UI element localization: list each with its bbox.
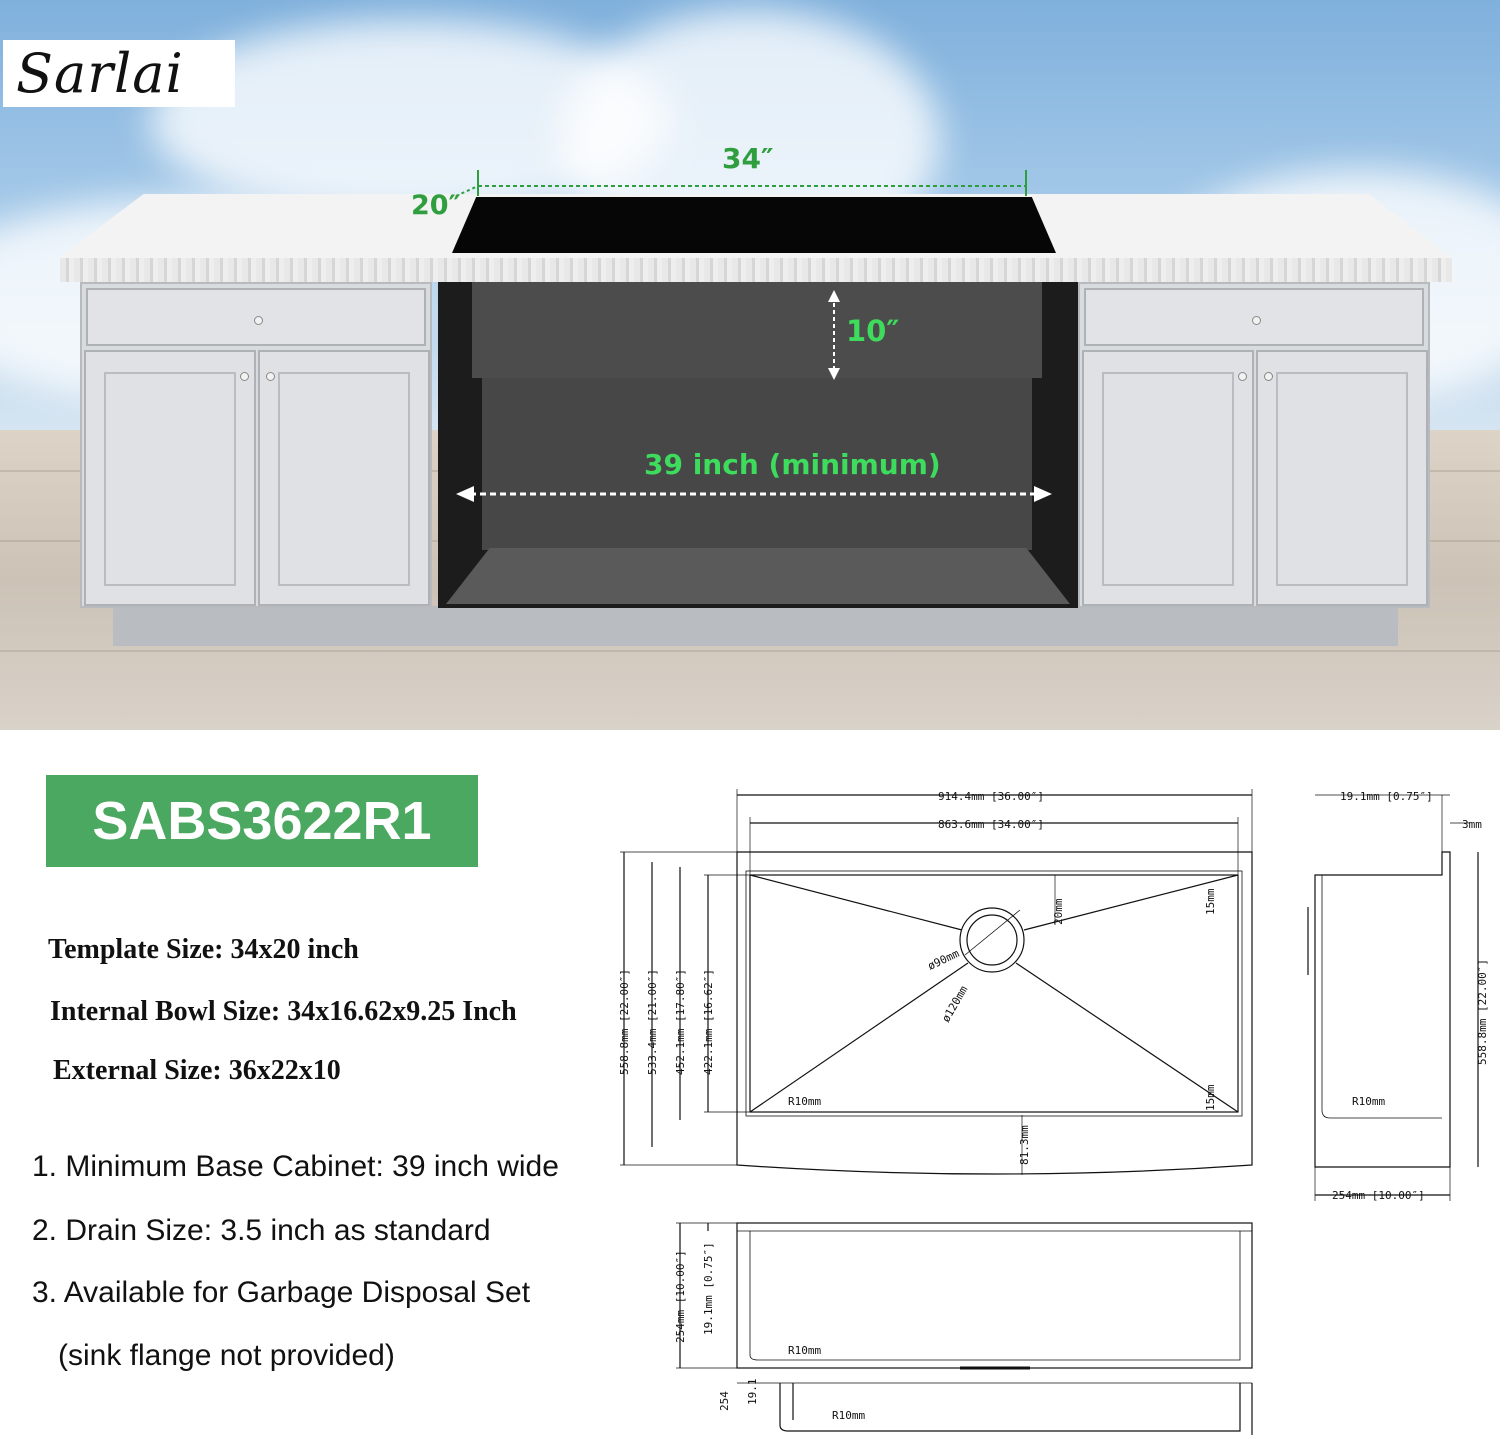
bowl-slope-line	[750, 963, 971, 1112]
dim-section-height: 254	[718, 1391, 731, 1411]
dim-side-height: 254mm [10.00″]	[1332, 1189, 1425, 1202]
spec-template-size: Template Size: 34x20 inch	[48, 934, 359, 965]
note-drain-size: 2. Drain Size: 3.5 inch as standard	[32, 1214, 491, 1247]
dim-side-depth: 558.8mm [22.00″]	[1476, 959, 1489, 1065]
technical-drawing-svg	[600, 775, 1500, 1437]
spec-external-size: External Size: 36x22x10	[53, 1055, 341, 1086]
width-label: 34″	[722, 142, 774, 175]
dim-drain-inner: ø90mm	[925, 946, 962, 973]
top-view-outline	[737, 852, 1252, 1174]
spec-internal-bowl-size: Internal Bowl Size: 34x16.62x9.25 Inch	[50, 996, 517, 1027]
note-minimum-cabinet: 1. Minimum Base Cabinet: 39 inch wide	[32, 1150, 559, 1183]
dim-side-radius: R10mm	[1352, 1095, 1386, 1108]
dim-offset-top: 20mm	[1052, 898, 1065, 925]
dim-front-height: 254mm [10.00″]	[674, 1250, 687, 1343]
section-view-outline	[780, 1383, 1240, 1431]
dim-front-flange: 19.1mm [0.75″]	[702, 1242, 715, 1335]
dim-overall-width: 914.4mm [36.00″]	[938, 790, 1044, 803]
technical-drawing	[600, 775, 1500, 1437]
arrow-head	[828, 290, 840, 302]
bowl-slope-line	[750, 875, 962, 930]
arrow-head	[1034, 486, 1052, 502]
front-view-bowl	[750, 1231, 1240, 1360]
dim-corner-top: 15mm	[1204, 888, 1217, 915]
dim-depth-2: 533.4mm [21.00″]	[646, 969, 659, 1075]
dim-side-lip: 3mm	[1462, 818, 1482, 831]
height-label: 10″	[846, 314, 900, 348]
drain-inner-circle	[967, 915, 1017, 965]
dim-drain-outer: ø120mm	[939, 983, 971, 1025]
model-number: SABS3622R1	[92, 791, 432, 851]
note-garbage-disposal: 3. Available for Garbage Disposal Set	[32, 1276, 531, 1309]
depth-label: 20″	[411, 190, 461, 221]
arrow-head	[828, 368, 840, 380]
arrow-head	[456, 486, 474, 502]
dim-radius: R10mm	[788, 1095, 822, 1108]
dim-depth-4: 422.1mm [16.62″]	[702, 969, 715, 1075]
dim-corner-bottom: 15mm	[1204, 1084, 1217, 1111]
drain-outer-circle	[960, 908, 1024, 972]
dim-front-radius: R10mm	[788, 1344, 822, 1357]
note-flange-not-provided: (sink flange not provided)	[58, 1339, 395, 1372]
top-view-bowl	[750, 875, 1238, 1112]
dim-side-flange: 19.1mm [0.75″]	[1340, 790, 1433, 803]
drain-diameter-line	[965, 910, 1020, 955]
cabinet-width-label: 39 inch (minimum)	[644, 448, 941, 481]
dim-inner-width: 863.6mm [34.00″]	[938, 818, 1044, 831]
dim-section-flange: 19.1	[746, 1378, 759, 1405]
dim-section-radius: R10mm	[832, 1409, 866, 1422]
dim-apron-offset: 81.3mm	[1018, 1125, 1031, 1165]
dim-depth-total: 558.8mm [22.00″]	[618, 969, 631, 1075]
side-view-outline	[1315, 852, 1450, 1167]
dim-depth-3: 452.1mm [17.80″]	[674, 969, 687, 1075]
brand-logo: Sarlai	[16, 42, 184, 105]
side-view-bowl	[1322, 875, 1442, 1118]
